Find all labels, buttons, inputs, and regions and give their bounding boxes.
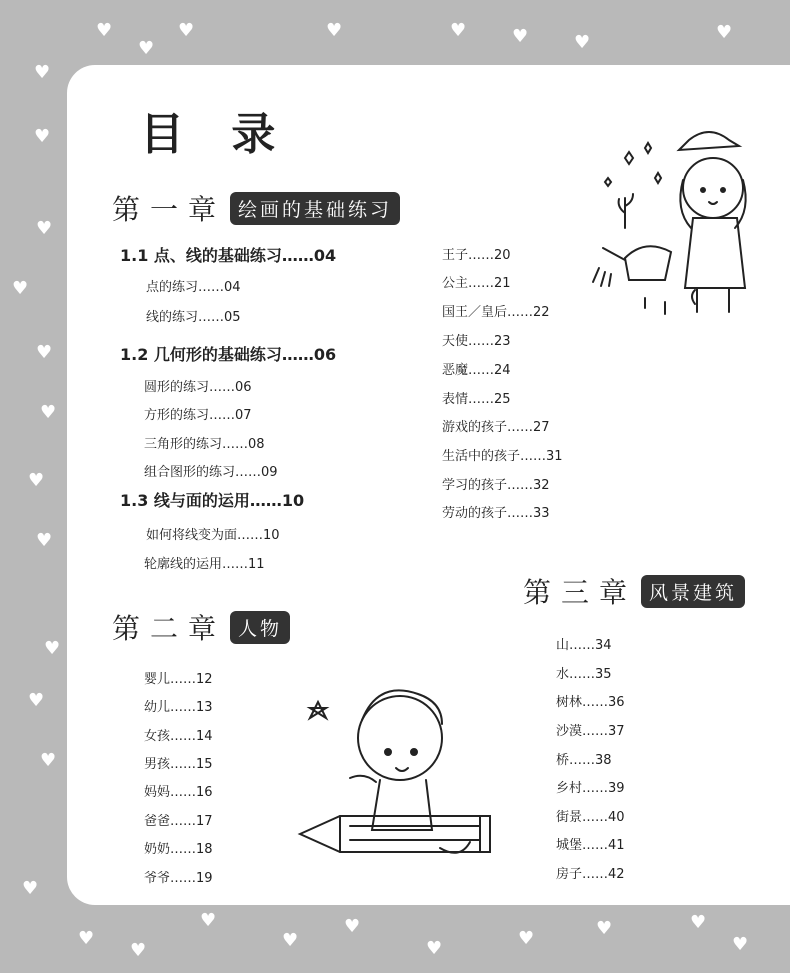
heart-icon: ♥ bbox=[40, 750, 57, 771]
toc-item: 恶魔……24 bbox=[442, 363, 511, 378]
toc-item: 轮廓线的运用……11 bbox=[144, 557, 265, 572]
heart-icon: ♥ bbox=[450, 20, 467, 41]
heart-icon: ♥ bbox=[326, 20, 343, 41]
girl-watering-illustration bbox=[585, 118, 785, 333]
toc-item: 点的练习……04 bbox=[146, 280, 241, 295]
heart-icon: ♥ bbox=[22, 878, 39, 899]
toc-item: 天使……23 bbox=[442, 334, 511, 349]
heart-icon: ♥ bbox=[574, 32, 591, 53]
heart-icon: ♥ bbox=[40, 402, 57, 423]
toc-item: 山……34 bbox=[556, 638, 612, 653]
toc-item: 生活中的孩子……31 bbox=[442, 449, 563, 464]
toc-item: 妈妈……16 bbox=[144, 785, 213, 800]
toc-item: 王子……20 bbox=[442, 248, 511, 263]
toc-item: 树林……36 bbox=[556, 695, 625, 710]
heart-icon: ♥ bbox=[596, 918, 613, 939]
section-1-3: 1.3 线与面的运用……10 bbox=[120, 491, 305, 510]
toc-item: 奶奶……18 bbox=[144, 842, 213, 857]
toc-item: 沙漠……37 bbox=[556, 724, 625, 739]
toc-item: 圆形的练习……06 bbox=[144, 380, 252, 395]
chapter-1-name: 第一章 bbox=[112, 193, 227, 226]
heart-icon: ♥ bbox=[28, 470, 45, 491]
section-1-2: 1.2 几何形的基础练习……06 bbox=[120, 345, 337, 364]
section-1-1: 1.1 点、线的基础练习……04 bbox=[120, 246, 337, 265]
toc-item: 学习的孩子……32 bbox=[442, 478, 550, 493]
heart-icon: ♥ bbox=[130, 940, 147, 961]
heart-icon: ♥ bbox=[178, 20, 195, 41]
toc-item: 公主……21 bbox=[442, 276, 511, 291]
heart-icon: ♥ bbox=[716, 22, 733, 43]
star-icon bbox=[310, 702, 326, 718]
toc-item: 表情……25 bbox=[442, 392, 511, 407]
heart-icon: ♥ bbox=[200, 910, 217, 931]
pencil-icon bbox=[300, 816, 490, 852]
page-title: 目 录 bbox=[140, 109, 292, 160]
toc-item: 游戏的孩子……27 bbox=[442, 420, 550, 435]
toc-item: 组合图形的练习……09 bbox=[144, 465, 278, 480]
chapter-1-heading bbox=[112, 188, 400, 228]
heart-icon: ♥ bbox=[344, 916, 361, 937]
toc-item: 城堡……41 bbox=[556, 838, 625, 853]
heart-icon: ♥ bbox=[96, 20, 113, 41]
heart-icon: ♥ bbox=[732, 934, 749, 955]
heart-icon: ♥ bbox=[512, 26, 529, 47]
heart-icon: ♥ bbox=[36, 530, 53, 551]
heart-icon: ♥ bbox=[78, 928, 95, 949]
heart-icon: ♥ bbox=[34, 126, 51, 147]
heart-icon: ♥ bbox=[282, 930, 299, 951]
hat-icon bbox=[679, 132, 739, 150]
toc-item: 如何将线变为面……10 bbox=[146, 528, 280, 543]
toc-item: 爷爷……19 bbox=[144, 871, 213, 886]
toc-item: 线的练习……05 bbox=[146, 310, 241, 325]
heart-icon: ♥ bbox=[426, 938, 443, 959]
toc-item: 水……35 bbox=[556, 667, 612, 682]
toc-item: 女孩……14 bbox=[144, 729, 213, 744]
toc-item: 三角形的练习……08 bbox=[144, 437, 265, 452]
toc-item: 街景……40 bbox=[556, 810, 625, 825]
heart-icon: ♥ bbox=[518, 928, 535, 949]
boy-on-pencil-illustration bbox=[290, 668, 520, 883]
chapter-3-badge: 风景建筑 bbox=[641, 575, 745, 608]
toc-item: 桥……38 bbox=[556, 753, 612, 768]
toc-item: 婴儿……12 bbox=[144, 672, 213, 687]
chapter-2-heading bbox=[112, 607, 290, 647]
toc-item: 劳动的孩子……33 bbox=[442, 506, 550, 521]
chapter-2-badge: 人物 bbox=[230, 611, 290, 644]
toc-item: 方形的练习……07 bbox=[144, 408, 252, 423]
heart-icon: ♥ bbox=[34, 62, 51, 83]
chapter-3-name: 第三章 bbox=[523, 576, 638, 609]
watering-can-icon bbox=[625, 246, 671, 280]
toc-item: 幼儿……13 bbox=[144, 700, 213, 715]
toc-item: 乡村……39 bbox=[556, 781, 625, 796]
heart-icon: ♥ bbox=[36, 218, 53, 239]
chapter-2-name: 第二章 bbox=[112, 612, 227, 645]
toc-item: 爸爸……17 bbox=[144, 814, 213, 829]
heart-icon: ♥ bbox=[36, 342, 53, 363]
heart-icon: ♥ bbox=[28, 690, 45, 711]
heart-icon: ♥ bbox=[138, 38, 155, 59]
toc-item: 男孩……15 bbox=[144, 757, 213, 772]
toc-item: 国王／皇后……22 bbox=[442, 305, 550, 320]
toc-item: 房子……42 bbox=[556, 867, 625, 882]
chapter-1-badge: 绘画的基础练习 bbox=[230, 192, 400, 225]
heart-icon: ♥ bbox=[44, 638, 61, 659]
heart-icon: ♥ bbox=[12, 278, 29, 299]
heart-icon: ♥ bbox=[690, 912, 707, 933]
chapter-3-heading bbox=[523, 571, 745, 611]
